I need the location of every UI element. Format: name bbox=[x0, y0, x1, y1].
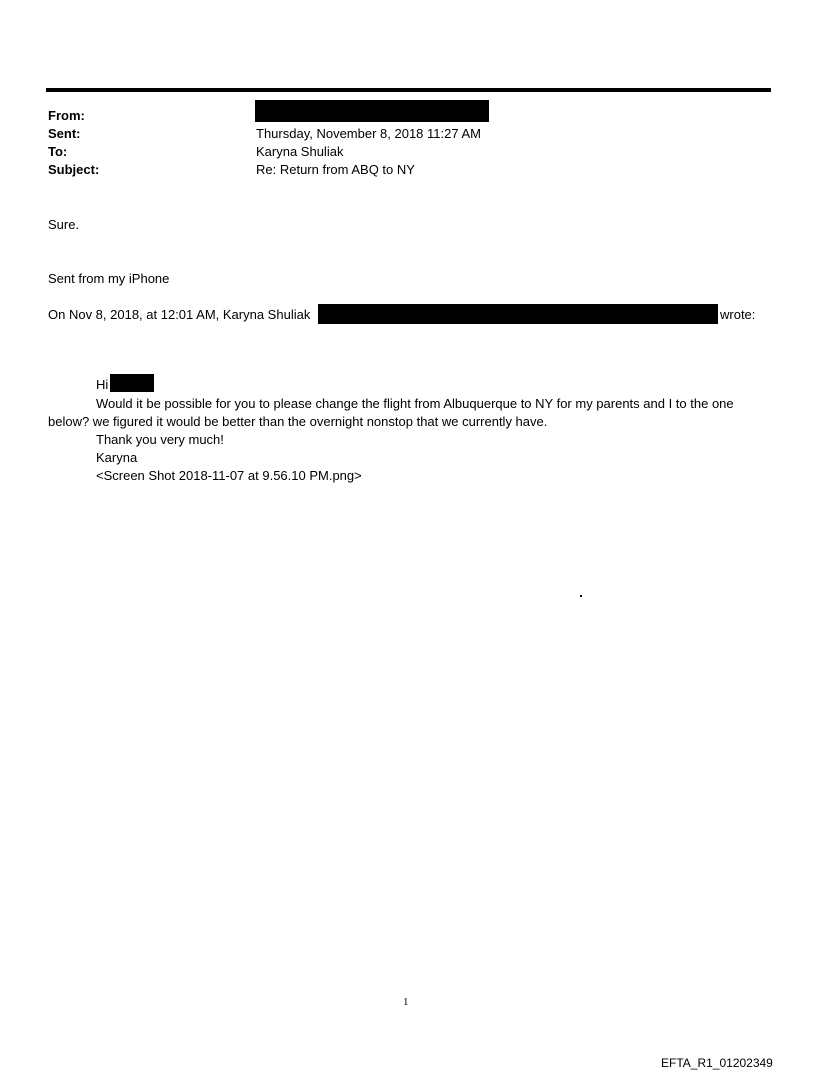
reply-text: Sure. bbox=[48, 217, 80, 232]
bates-number: EFTA_R1_01202349 bbox=[661, 1056, 773, 1070]
quoted-thanks: Thank you very much! bbox=[96, 432, 224, 447]
quote-intro-suffix: wrote: bbox=[720, 307, 756, 322]
quoted-name: Karyna bbox=[96, 450, 138, 465]
sent-label: Sent: bbox=[48, 126, 81, 141]
stray-mark bbox=[580, 595, 582, 597]
sent-value: Thursday, November 8, 2018 11:27 AM bbox=[256, 126, 481, 141]
header-rule bbox=[46, 88, 771, 92]
quoted-greeting: Hi bbox=[96, 377, 109, 392]
page-number: 1 bbox=[403, 996, 409, 1008]
subject-value: Re: Return from ABQ to NY bbox=[256, 162, 415, 177]
greeting-name-redaction bbox=[110, 374, 154, 392]
quote-intro-prefix: On Nov 8, 2018, at 12:01 AM, Karyna Shuliak bbox=[48, 307, 311, 322]
to-label: To: bbox=[48, 144, 68, 159]
quoted-paragraph: Would it be possible for you to please change the flight from Albuquerque to NY for my parents and I to the one below? we figured it would be better than the overnight nonstop that we currently have. bbox=[48, 396, 734, 429]
from-redaction bbox=[255, 100, 489, 122]
subject-label: Subject: bbox=[48, 162, 100, 177]
quoted-attachment: <Screen Shot 2018-11-07 at 9.56.10 PM.png> bbox=[96, 468, 362, 483]
from-label: From: bbox=[48, 108, 85, 123]
signature-text: Sent from my iPhone bbox=[48, 271, 170, 286]
sender-email-redaction bbox=[318, 304, 718, 324]
to-value: Karyna Shuliak bbox=[256, 144, 344, 159]
